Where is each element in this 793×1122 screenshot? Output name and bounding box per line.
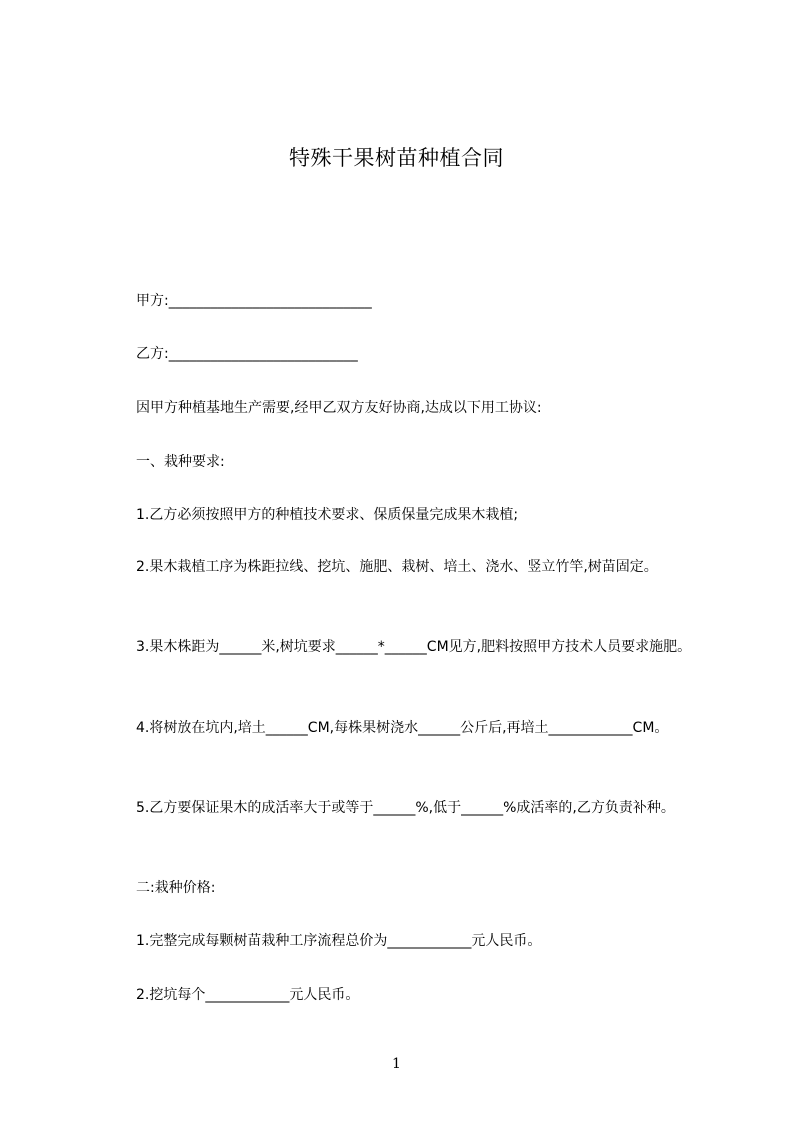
section1-item-5: 5.乙方要保证果木的成活率大于或等于______%,低于______%成活率的,乙方负责补种。 [136,800,675,816]
party-a-line: 甲方:_____________________________ [136,293,372,309]
section2-heading: 二:栽种价格: [136,880,216,896]
section1-heading: 一、栽种要求: [136,454,225,470]
section1-item-3: 3.果木株距为______米,树坑要求______*______CM见方,肥料按照甲方技术人员要求施肥。 [136,639,692,655]
section2-item-1: 1.完整完成每颗树苗栽种工序流程总价为____________元人民币。 [136,933,542,949]
section1-item-4: 4.将树放在坑内,培土______CM,每株果树浇水______公斤后,再培土____________CM。 [136,720,669,736]
section1-item-1: 1.乙方必须按照甲方的种植技术要求、保质保量完成果木栽植; [136,507,519,523]
page-number: 1 [392,1056,401,1072]
intro-paragraph: 因甲方种植基地生产需要,经甲乙双方友好协商,达成以下用工协议: [136,400,542,416]
party-b-line: 乙方:___________________________ [136,346,358,362]
section1-item-2: 2.果木栽植工序为株距拉线、挖坑、施肥、栽树、培土、浇水、竖立竹竿,树苗固定。 [136,559,658,575]
document-title: 特殊干果树苗种植合同 [289,146,504,170]
section2-item-2: 2.挖坑每个____________元人民币。 [136,987,360,1003]
